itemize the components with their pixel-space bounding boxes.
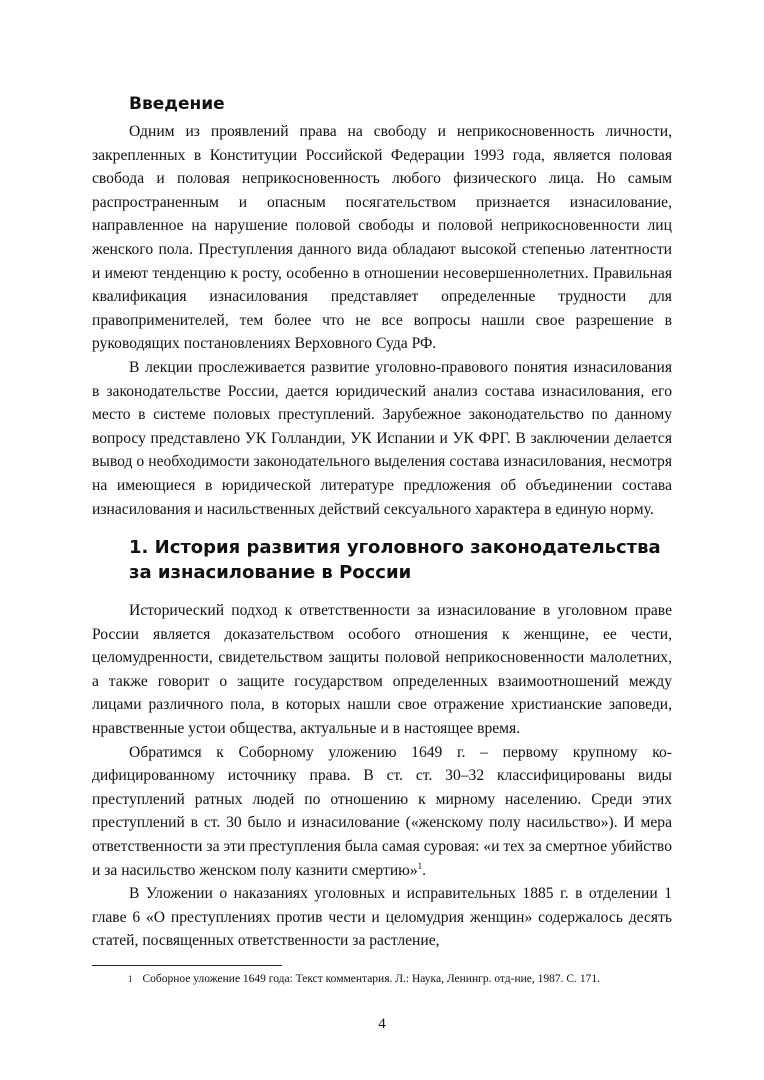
chapter-1-paragraph-2 xyxy=(92,741,672,883)
footnote xyxy=(92,972,672,986)
chapter-1-paragraph-3: В Уложении о наказаниях уголовных и исправительных 1885 г. в отделении 1 главе 6 «О преступлениях против чести и целомудрия женщин» содержалось десять статей, посвященных ответственности за растление, xyxy=(92,885,672,950)
page-number: 4 xyxy=(378,1016,386,1032)
page-content xyxy=(92,88,672,953)
footnote-divider xyxy=(92,965,282,966)
intro-paragraph-2: В лекции прослеживается развитие уголовно-правового понятия изнасилования в законодательстве России, дается юридический анализ состава изнасилования, его место в системе половых преступлений. Зарубежное законодательство по данному вопросу представлено УК Голландии, УК Испании и УК ФРГ. В заключении делается вывод о необходимости законодательного выделения состава изнасилования, несмотря на имеющиеся в юридической литературе предложения об объединении состава изнасилования и насильственных действий сексуального характера в единую норму. xyxy=(92,358,672,518)
footnote-number: 1 xyxy=(128,974,133,984)
chapter-1-paragraph-2-end: . xyxy=(422,861,427,879)
intro-heading: Введение xyxy=(129,94,225,114)
chapter-1-heading: 1. История развития уголовного законодательства за изнасилование в России xyxy=(129,537,661,584)
footnote-reference[interactable]: 1 xyxy=(417,860,423,871)
intro-paragraph-1: Одним из проявлений права на свободу и неприкосновенность личности, закрепленных в Конституции Российской Федерации 1993 года, является половая свобода и половая неприкосновенность любого физического лица. Но самым распространенным и опасным посягательством признается изнасилование, направленное на нарушение половой свободы и половой неприкосновенности лиц женского пола. Преступления данного вида обладают высокой степенью латентности и имеют тенденцию к росту, особенно в отношении несовершеннолетних. Правильная квалификация изнасилования представляет определенные трудности для правоприменителей, тем более что не все вопросы нашли свое разрешение в руководящих постановлениях Верховного Суда РФ. xyxy=(92,123,672,353)
chapter-1-paragraph-1: Исторический подход к ответственности за изнасилование в уголовном праве России является доказательством особого отношения к женщине, ее чести, целомудренности, свидетельством защиты половой неприкосновенности малолетних, а также говорит о защите государством определенных взаимоотношений между лицами различного пола, в которых нашли свое отражение христианские заповеди, нравственные устои общества, актуальные и в настоящее время. xyxy=(92,602,672,738)
chapter-1-paragraph-2-text: Обратимся к Соборному уложению 1649 г. – первому крупному кодифицированному источнику права. В ст. ст. 30–32 классифицированы виды преступлений ратных людей по отношению к мирному населению. Среди этих преступлений в ст. 30 было и изнасилование («женскому полу насильство»). И мера ответственности за эти преступления была самая суровая: «и тех за смертное убийство и за насильство женском полу казнити смертию» xyxy=(92,743,672,879)
footnote-text: Соборное уложение 1649 года: Текст комментария. Л.: Наука, Ленингр. отд-ние, 1987. С. 171. xyxy=(142,973,600,985)
